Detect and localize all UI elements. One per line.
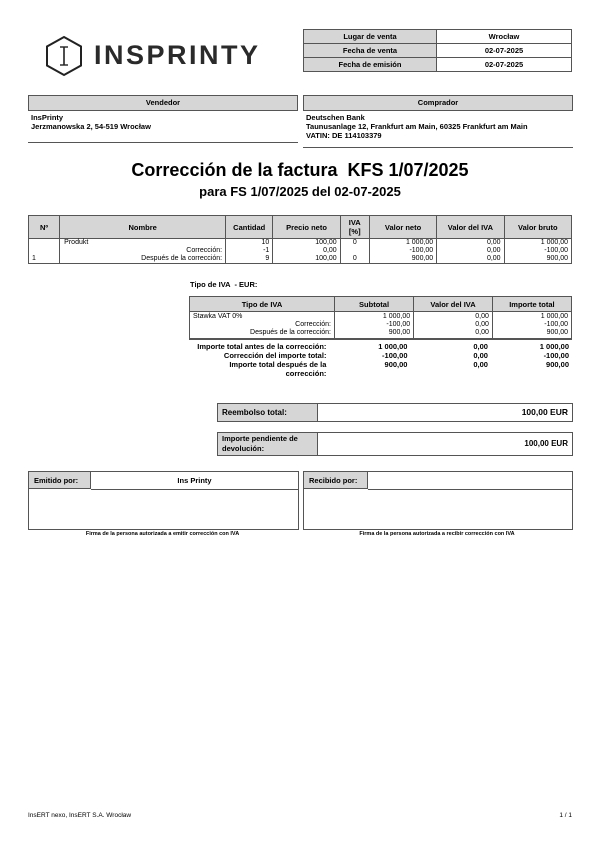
price: 0,00 — [273, 247, 340, 255]
col-vat-value: Valor del IVA — [437, 216, 504, 239]
vat-rate: 0 — [340, 239, 369, 248]
meta-row — [304, 30, 572, 44]
totals-table — [189, 342, 572, 378]
seller-details — [31, 111, 293, 131]
issued-by-label: Emitido por: — [29, 472, 91, 489]
total-before-vat: 0,00 — [473, 342, 488, 351]
total-corr-label: Corrección del importe total: — [223, 351, 327, 360]
vat-summary-title: Tipo de IVA - EUR: — [190, 280, 258, 289]
vat-subtotal: 1 000,00 — [382, 313, 411, 320]
col-net-price: Precio neto — [273, 216, 340, 239]
gross: -100,00 — [504, 247, 571, 255]
issued-by-name: Ins Printy — [91, 472, 298, 490]
vatval: 0,00 — [437, 255, 504, 264]
issued-signature-caption: Firma de la persona autorizada a emitir corrección con IVA — [85, 531, 240, 537]
meta-label: Fecha de venta — [304, 44, 437, 58]
qty: -1 — [226, 247, 273, 255]
vat-summary-table — [189, 296, 572, 339]
buyer-address: Taunusanlage 12, Frankfurt am Main, 60325 Frankfurt am Main — [306, 122, 528, 131]
seller-divider — [28, 142, 298, 143]
vatval: 0,00 — [437, 247, 504, 255]
net: 900,00 — [369, 255, 436, 264]
vat-label-correction: Corrección: — [295, 321, 331, 328]
meta-value: Wrocław — [437, 30, 572, 44]
vat-total: 900,00 — [546, 329, 568, 336]
vat-label-after: Después de la corrección: — [250, 329, 331, 336]
item-name: Produkt — [60, 239, 226, 248]
pending-refund-box — [217, 432, 573, 456]
total-corr-net: -100,00 — [382, 351, 408, 360]
pending-label: Importe pendiente de devolución: — [218, 433, 318, 455]
buyer-name: Deutschen Bank — [306, 113, 365, 122]
col-quantity: Cantidad — [226, 216, 273, 239]
vat-subtotal: 900,00 — [388, 329, 411, 336]
totals-divider — [189, 339, 572, 340]
vat-rate-name: Stawka VAT 0% — [193, 313, 243, 320]
refund-label: Reembolso total: — [218, 404, 318, 421]
vat-rate: 0 — [340, 255, 369, 264]
item-number: 1 — [29, 255, 60, 264]
total-after-label: Importe total después de la corrección: — [229, 360, 327, 378]
buyer-divider — [303, 147, 573, 148]
label-after-correction: Después de la corrección: — [60, 255, 226, 264]
vat-total: -100,00 — [544, 321, 568, 328]
pending-value: 100,00 EUR — [524, 439, 568, 448]
vat-subtotal: -100,00 — [386, 321, 411, 328]
col-gross-value: Valor bruto — [504, 216, 571, 239]
vat-value: 0,00 — [475, 329, 489, 336]
price: 100,00 — [273, 255, 340, 264]
col-net-value: Valor neto — [369, 216, 436, 239]
net: 1 000,00 — [369, 239, 436, 248]
vat-col-subtotal: Subtotal — [334, 297, 413, 312]
qty: 10 — [226, 239, 273, 248]
received-by-label: Recibido por: — [304, 472, 368, 489]
table-row — [29, 247, 572, 255]
received-by-box — [303, 471, 573, 530]
buyer-details — [306, 111, 572, 140]
refund-value: 100,00 EUR — [521, 407, 568, 417]
meta-label: Lugar de venta — [304, 30, 437, 44]
issued-by-box — [28, 471, 299, 530]
hexagon-logo-icon — [44, 35, 84, 77]
vat-value: 0,00 — [475, 313, 489, 320]
seller-name: InsPrinty — [31, 113, 64, 122]
total-corr-vat: 0,00 — [473, 351, 488, 360]
received-signature-caption: Firma de la persona autorizada a recibir corrección con IVA — [359, 531, 515, 537]
vat-rate — [340, 247, 369, 255]
sale-info-table — [303, 29, 572, 72]
document-title: Corrección de la factura KFS 1/07/2025 — [131, 160, 469, 180]
total-after-gross: 900,00 — [546, 360, 569, 369]
seller-address: Jerzmanowska 2, 54-519 Wrocław — [31, 122, 151, 131]
table-row — [29, 255, 572, 264]
meta-row — [304, 58, 572, 72]
col-vat-rate: IVA [%] — [340, 216, 369, 239]
total-after-net: 900,00 — [384, 360, 408, 369]
price: 100,00 — [273, 239, 340, 248]
refund-box — [217, 403, 573, 422]
seller-header: Vendedor — [28, 95, 298, 111]
total-before-label: Importe total antes de la corrección: — [197, 342, 327, 351]
vat-total: 1 000,00 — [540, 313, 568, 320]
gross: 1 000,00 — [504, 239, 571, 248]
totals-row — [189, 342, 572, 351]
totals-row — [189, 360, 572, 378]
table-row — [190, 312, 572, 339]
total-before-net: 1 000,00 — [378, 342, 408, 351]
totals-row — [189, 351, 572, 360]
gross: 900,00 — [504, 255, 571, 264]
table-row — [29, 239, 572, 248]
vat-col-vat: Valor del IVA — [414, 297, 493, 312]
logo-text: INSPRINTY — [94, 40, 261, 70]
document-subtitle: para FS 1/07/2025 del 02-07-2025 — [199, 184, 401, 199]
total-corr-gross: -100,00 — [543, 351, 569, 360]
qty: 9 — [226, 255, 273, 264]
meta-label: Fecha de emisión — [304, 58, 437, 72]
total-after-vat: 0,00 — [473, 360, 488, 369]
items-table — [28, 215, 572, 264]
meta-value: 02-07-2025 — [437, 58, 572, 72]
net: -100,00 — [369, 247, 436, 255]
vatval: 0,00 — [437, 239, 504, 248]
company-logo — [44, 35, 264, 77]
col-name: Nombre — [60, 216, 226, 239]
vat-value: 0,00 — [475, 321, 489, 328]
vat-col-total: Importe total — [492, 297, 571, 312]
buyer-vatin: VATIN: DE 114103379 — [306, 131, 382, 140]
buyer-header: Comprador — [303, 95, 573, 111]
received-by-name — [368, 472, 572, 490]
footer-software: InsERT nexo, InsERT S.A. Wrocław — [28, 812, 132, 819]
footer-page-number: 1 / 1 — [559, 812, 572, 819]
total-before-gross: 1 000,00 — [539, 342, 569, 351]
label-correction: Corrección: — [60, 247, 226, 255]
meta-value: 02-07-2025 — [437, 44, 572, 58]
vat-col-type: Tipo de IVA — [190, 297, 335, 312]
col-number: Nº — [29, 216, 60, 239]
meta-row — [304, 44, 572, 58]
